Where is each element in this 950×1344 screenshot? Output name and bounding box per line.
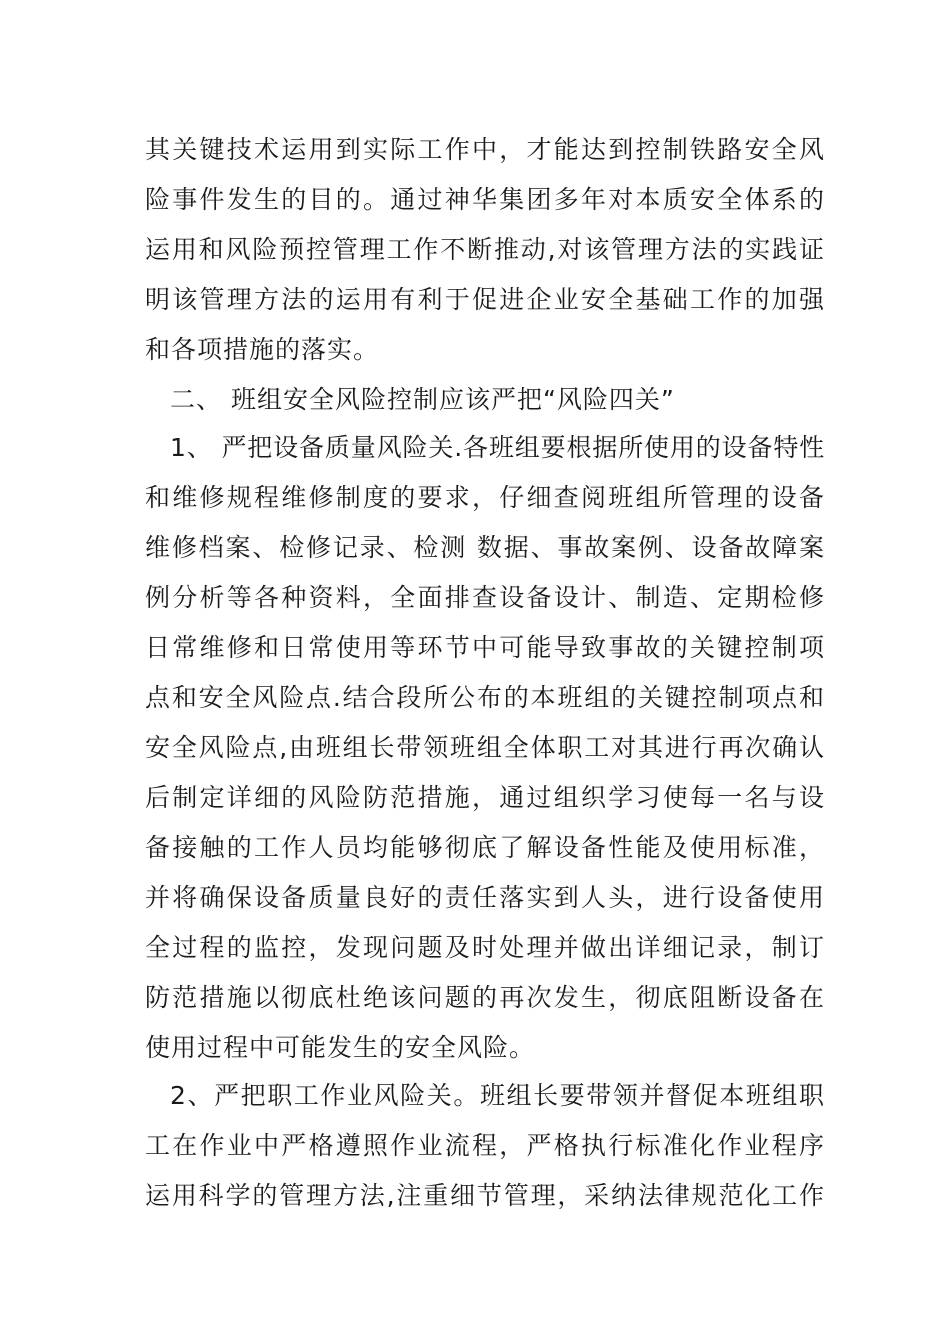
paragraph-line: 明该管理方法的运用有利于促进企业安全基础工作的加强: [145, 285, 825, 314]
paragraph-line: 1、 严把设备质量风险关.各班组要根据所使用的设备特性: [170, 433, 825, 462]
section-heading: 二、 班组安全风险控制应该严把“风险四关”: [170, 385, 675, 414]
paragraph-line: 后制定详细的风险防范措施，通过组织学习使每一名与设: [145, 783, 825, 812]
paragraph-line: 使用过程中可能发生的安全风险。: [145, 1033, 536, 1062]
paragraph-line: 维修档案、检修记录、检测 数据、事故案例、设备故障案: [145, 533, 825, 562]
paragraph-line: 工在作业中严格遵照作业流程，严格执行标准化作业程序: [145, 1131, 825, 1160]
paragraph-line: 防范措施以彻底杜绝该问题的再次发生，彻底阻断设备在: [145, 983, 825, 1012]
paragraph-line: 和维修规程维修制度的要求，仔细查阅班组所管理的设备: [145, 483, 825, 512]
paragraph-line: 点和安全风险点.结合段所公布的本班组的关键控制项点和: [145, 683, 825, 712]
paragraph-line: 和各项措施的落实。: [145, 335, 380, 364]
paragraph-line: 日常维修和日常使用等环节中可能导致事故的关键控制项: [145, 633, 825, 662]
paragraph-line: 2、严把职工作业风险关。班组长要带领并督促本班组职: [170, 1081, 825, 1110]
paragraph-line: 险事件发生的目的。通过神华集团多年对本质安全体系的: [145, 185, 825, 214]
paragraph-line: 全过程的监控，发现问题及时处理并做出详细记录，制订: [145, 933, 825, 962]
paragraph-line: 运用科学的管理方法,注重细节管理，采纳法律规范化工作: [145, 1181, 825, 1210]
paragraph-line: 安全风险点,由班组长带领班组全体职工对其进行再次确认: [145, 733, 825, 762]
paragraph-line: 例分析等各种资料，全面排查设备设计、制造、定期检修: [145, 583, 825, 612]
paragraph-line: 其关键技术运用到实际工作中，才能达到控制铁路安全风: [145, 135, 825, 164]
paragraph-line: 并将确保设备质量良好的责任落实到人头，进行设备使用: [145, 883, 825, 912]
paragraph-line: 备接触的工作人员均能够彻底了解设备性能及使用标准，: [145, 833, 825, 862]
paragraph-line: 运用和风险预控管理工作不断推动,对该管理方法的实践证: [145, 235, 825, 264]
